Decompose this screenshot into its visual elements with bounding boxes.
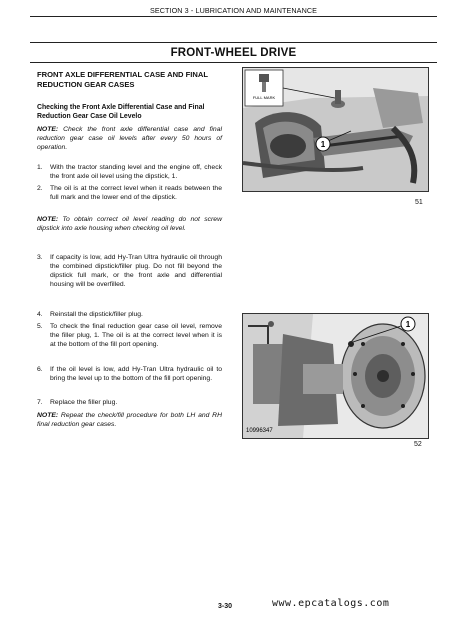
note-label: NOTE: — [37, 216, 59, 223]
step-text: If capacity is low, add Hy-Tran Ultra hydraulic oil through the combined dipstick/filler plug. Do not fill beyond the dipstick full mark, or the front axle and differential housing will be overfilled. — [50, 254, 222, 288]
step-item — [37, 254, 222, 290]
full-mark-label: FULL MARK — [252, 95, 276, 100]
step-text: If the oil level is low, add Hy-Tran Ultra hydraulic oil to bring the level up to the bottom of the fill port opening. — [50, 366, 222, 382]
step-number: 2. — [37, 185, 43, 192]
step-number: 4. — [37, 311, 43, 318]
title-top-rule — [30, 42, 437, 43]
page-title: FRONT-WHEEL DRIVE — [170, 47, 297, 59]
note-oil-check-interval — [37, 126, 222, 153]
step-item — [37, 185, 222, 203]
note-repeat-procedure — [37, 412, 222, 430]
step-text: The oil is at the correct level when it reads between the full mark and the lower end of the dipstick. — [50, 185, 222, 201]
step-text: To check the final reduction gear case oil level, remove the filler plug, 1. The oil is at the correct level when it is at the bottom of the fill port opening. — [50, 323, 222, 348]
step-text: With the tractor standing level and the engine off, check the front axle oil level using the dipstick, 1. — [50, 164, 222, 180]
step-item — [37, 164, 222, 182]
step-number: 3. — [37, 254, 43, 261]
subsection-heading: Checking the Front Axle Differential Case and Final Reduction Gear Case Oil Levelo — [37, 104, 205, 120]
step-number: 6. — [37, 366, 43, 373]
website-watermark: www.epcatalogs.com — [272, 598, 390, 609]
note-text: Check the front axle differential case and final reduction gear case oil levels after every 50 hours of operation. — [37, 126, 223, 151]
figure-number: 51 — [415, 199, 423, 206]
step-text: Replace the filler plug. — [50, 399, 118, 406]
section-header: SECTION 3 - LUBRICATION AND MAINTENANCE — [149, 6, 318, 15]
title-bottom-rule — [30, 62, 437, 63]
note-text: To obtain correct oil level reading do not screw dipstick into axle housing when checking oil level. — [37, 216, 223, 232]
image-code: 10996347 — [246, 428, 273, 434]
step-number: 7. — [37, 399, 43, 406]
figure-number: 52 — [414, 441, 422, 448]
figure-dipstick-location — [242, 67, 429, 192]
figure-final-reduction-plug — [242, 313, 429, 439]
note-label: NOTE: — [37, 126, 59, 133]
page-number: 3-30 — [218, 603, 233, 610]
note-text: Repeat the check/fill procedure for both LH and RH final reduction gear cases. — [37, 412, 223, 428]
step-text: Reinstall the dipstick/filler plug. — [50, 311, 143, 318]
section-heading: FRONT AXLE DIFFERENTIAL CASE AND FINAL REDUCTION GEAR CASES — [37, 70, 208, 89]
note-label: NOTE: — [37, 412, 59, 419]
step-item — [37, 366, 222, 384]
callout-number: 1 — [320, 140, 326, 149]
note-dipstick-reading — [37, 216, 222, 234]
final-reduction-hub-illustration — [243, 314, 428, 438]
step-item — [37, 311, 222, 320]
step-number: 1. — [37, 164, 43, 171]
axle-dipstick-illustration — [243, 68, 428, 191]
callout-number: 1 — [405, 320, 411, 329]
step-item — [37, 323, 222, 350]
step-item — [37, 399, 222, 408]
header-rule — [30, 16, 437, 17]
step-number: 5. — [37, 323, 43, 330]
